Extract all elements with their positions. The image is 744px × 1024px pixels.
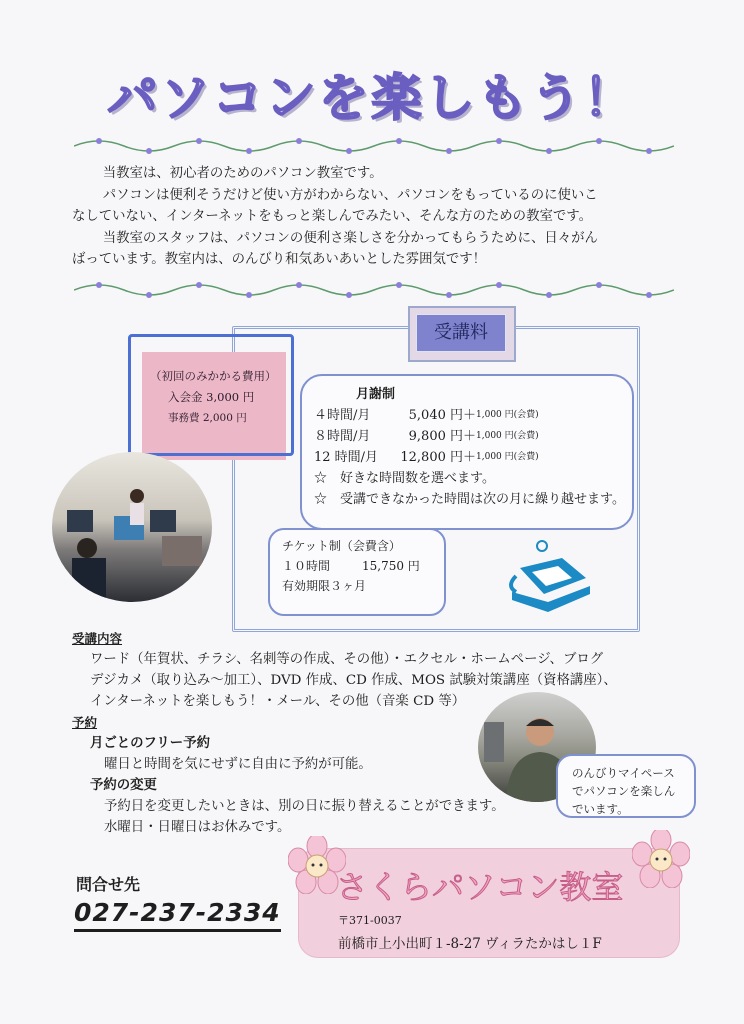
- monthly-extra: 1,000 円(会費): [476, 452, 539, 462]
- school-zip: 〒371-0037: [338, 914, 402, 927]
- change-reservation-text: 予約日を変更したいときは、別の日に振り替えることができます。: [104, 799, 505, 814]
- monthly-row: [314, 447, 630, 468]
- intro-line: 当教室は、初心者のためのパソコン教室です。: [102, 166, 383, 181]
- admission-fee: 入会金 3,000 円: [168, 390, 255, 404]
- course-line: インターネットを楽しもう！・メール、その他（音楽 CD 等）: [90, 694, 466, 709]
- school-address: 前橋市上小出町１-8-27 ヴィラたかはし１F: [338, 936, 602, 952]
- initial-fee-heading: （初回のみかかる費用）: [150, 369, 277, 383]
- office-fee: 事務費 2,000 円: [168, 412, 247, 424]
- monthly-row: [314, 405, 630, 426]
- course-line: ワード（年賀状、チラシ、名刺等の作成、その他）・エクセル・ホームページ、ブログ: [90, 652, 604, 667]
- intro-line: パソコンは便利そうだけど使い方がわからない、パソコンをもっているのに使いこ: [102, 187, 598, 203]
- intro-line: なしていない、インターネットをもっと楽しんでみたい、そんな方のための教室です。: [72, 209, 592, 224]
- phone-number[interactable]: 027-237-2334: [74, 898, 281, 932]
- change-reservation-heading: 予約の変更: [90, 777, 157, 793]
- contact-label: 問合せ先: [76, 875, 141, 894]
- monthly-fee-text: [314, 384, 630, 510]
- free-reservation-heading: 月ごとのフリー予約: [90, 735, 210, 751]
- monthly-row: [314, 426, 630, 447]
- monthly-note: ☆ 受講できなかった時間は次の月に繰り越せます。: [314, 492, 625, 507]
- monthly-note: ☆ 好きな時間数を選べます。: [314, 471, 495, 486]
- school-name: さくらパソコン教室: [336, 868, 624, 906]
- classroom-photo: [52, 452, 212, 602]
- speech-bubble: [556, 754, 696, 818]
- ticket-price: 15,750 円: [362, 559, 420, 573]
- monthly-hours: ４時間/月: [314, 408, 371, 423]
- vine-divider-bottom: [74, 278, 674, 302]
- course-line: デジカメ（取り込み～加工）、DVD 作成、CD 作成、MOS 試験対策講座（資格講座）、: [90, 673, 617, 688]
- free-reservation-text: 曜日と時間を気にせずに自由に予約が可能。: [104, 757, 372, 772]
- intro-text: [72, 163, 678, 271]
- ticket-validity: 有効期限３ヶ月: [282, 579, 367, 593]
- monthly-hours: 12 時間/月: [314, 450, 379, 465]
- bubble-line: でパソコンを楽しん: [572, 784, 676, 798]
- initial-fee-text: [150, 366, 290, 429]
- intro-line: ばっています。教室内は、のんびり和気あいあいとした雰囲気です！: [72, 252, 487, 267]
- reservation-heading: 予約: [72, 715, 98, 730]
- monthly-price: 12,800 円＋: [400, 450, 476, 465]
- course-heading: 受講内容: [72, 631, 123, 646]
- monthly-extra: 1,000 円(会費): [476, 431, 539, 441]
- computer-icon: [502, 538, 596, 620]
- monthly-extra: 1,000 円(会費): [476, 410, 539, 420]
- ticket-hours: １０時間: [282, 559, 331, 573]
- ticket-text: [282, 536, 420, 596]
- fee-label-box: [408, 306, 516, 362]
- monthly-heading: 月謝制: [356, 387, 396, 402]
- monthly-hours: ８時間/月: [314, 429, 371, 444]
- fee-label: 受講料: [416, 314, 506, 352]
- intro-line: 当教室のスタッフは、パソコンの便利さ楽しさを分かってもらうために、日々がん: [102, 230, 598, 246]
- ticket-row: [282, 556, 420, 576]
- ticket-heading: チケット制（会費含）: [282, 539, 401, 553]
- sakura-mascot-icon: [632, 830, 690, 888]
- monthly-price: 9,800 円＋: [408, 429, 476, 444]
- bubble-line: でいます。: [572, 802, 629, 816]
- page-title: パソコンを楽しもう！: [107, 69, 637, 127]
- monthly-price: 5,040 円＋: [408, 408, 476, 423]
- closed-days: 水曜日・日曜日はお休みです。: [104, 820, 291, 835]
- bubble-line: のんびりマイペース: [572, 766, 675, 780]
- vine-divider-top: [74, 134, 674, 158]
